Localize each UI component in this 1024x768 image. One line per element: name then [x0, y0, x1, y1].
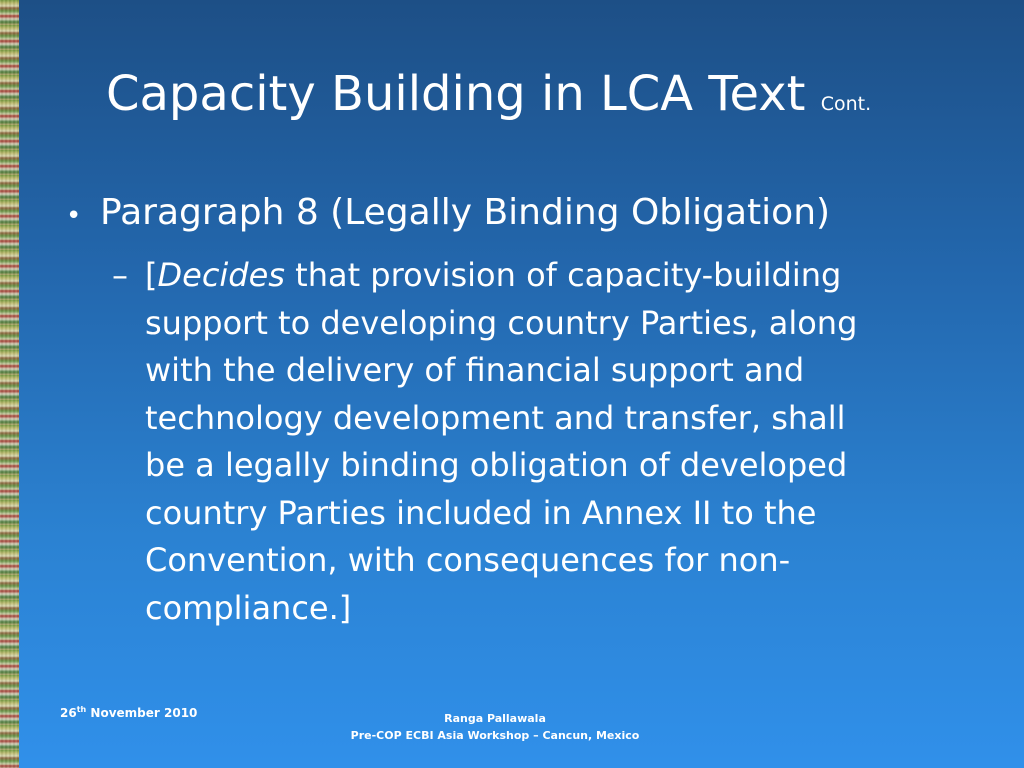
- footer-date-suffix: th: [76, 705, 87, 714]
- sub-bullet-item: [112, 252, 942, 632]
- sub-bullet-line: with the delivery of financial support and: [145, 351, 805, 389]
- sub-bullet-line: [145, 252, 942, 300]
- slide-title-suffix: Cont.: [820, 93, 872, 115]
- bullet-text: Paragraph 8 (Legally Binding Obligation): [100, 192, 831, 233]
- footer-date-rest: November 2010: [86, 706, 198, 720]
- footer-date-day: 26: [60, 706, 77, 720]
- sub-bullet-line: be a legally binding obligation of developed: [145, 446, 848, 484]
- sub-bullet-line: Convention, with consequences for non-: [145, 541, 791, 579]
- open-bracket: [: [145, 256, 158, 294]
- footer-credits: [300, 710, 690, 744]
- footer-date: [60, 705, 197, 720]
- decides-italic: Decides: [157, 256, 285, 294]
- sub-bullet-text: [145, 252, 942, 632]
- sub-bullet-line: compliance.]: [145, 588, 352, 627]
- dash-icon: –: [112, 256, 128, 294]
- sub-line-1-rest: that provision of capacity-building: [284, 256, 842, 294]
- sub-bullet-line: support to developing country Parties, along: [145, 303, 858, 342]
- sub-bullet-line: technology development and transfer, shall: [145, 398, 846, 437]
- footer-event: Pre-COP ECBI Asia Workshop – Cancun, Mexico: [350, 729, 640, 742]
- bullet-icon: •: [66, 201, 82, 231]
- slide-title: [106, 64, 871, 134]
- decorative-edge-strip: [0, 0, 19, 768]
- sub-bullet-line: country Parties included in Annex II to the: [145, 493, 817, 532]
- footer-presenter: Ranga Pallawala: [444, 712, 546, 725]
- slide-title-text: Capacity Building in LCA Text: [106, 66, 806, 122]
- bullet-item: [66, 188, 966, 244]
